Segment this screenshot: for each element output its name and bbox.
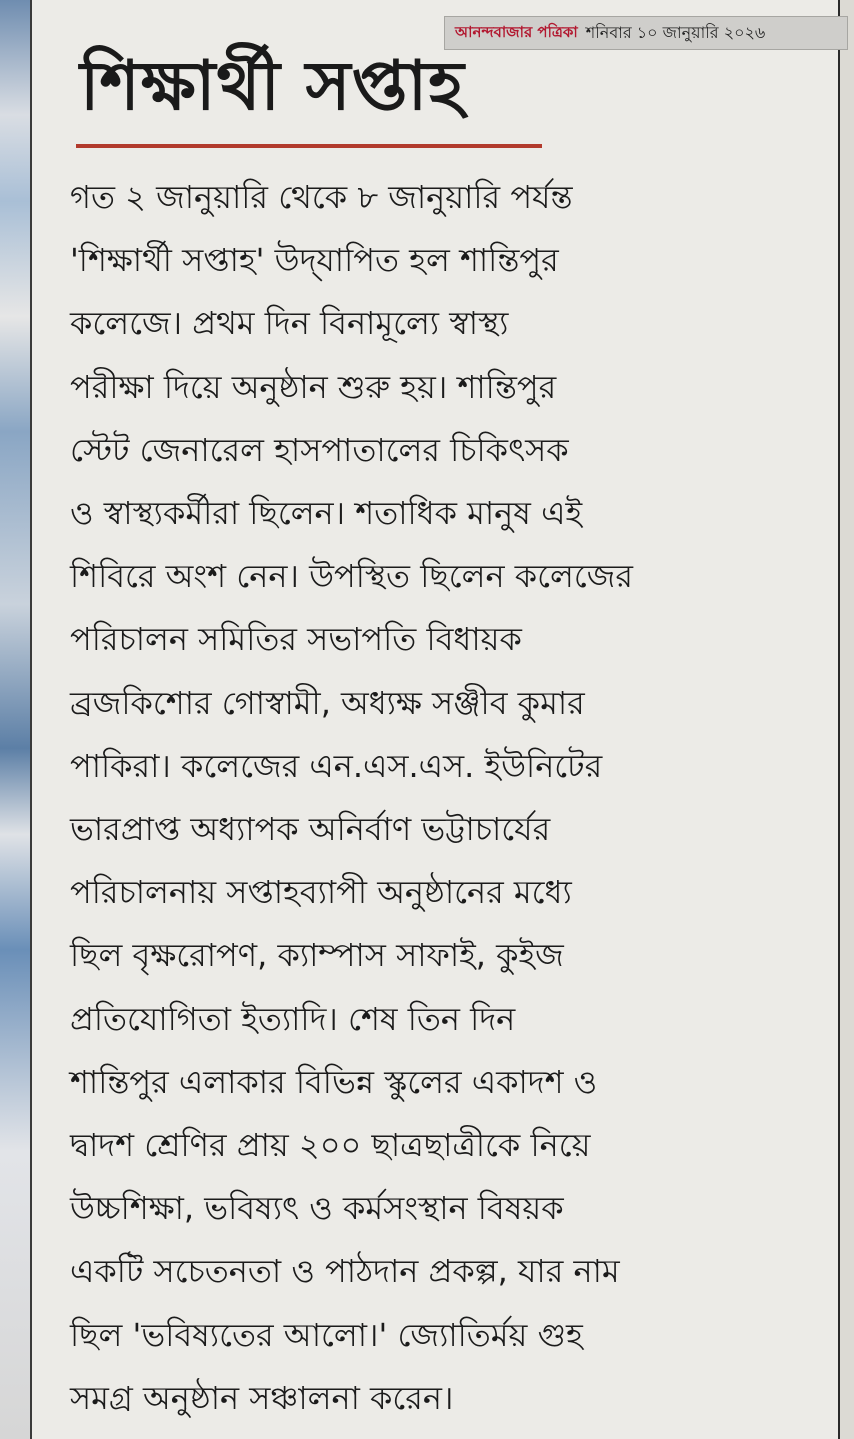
body-line: ও স্বাস্থ্যকর্মীরা ছিলেন। শতাধিক মানুষ এই [70, 494, 583, 533]
body-line: দ্বাদশ শ্রেণির প্রায় ২০০ ছাত্রছাত্রীকে নিয়ে [70, 1126, 591, 1165]
body-line: শিবিরে অংশ নেন। উপস্থিত ছিলেন কলেজের [70, 557, 633, 596]
body-line: সমগ্র অনুষ্ঠান সঞ্চালনা করেন। [70, 1378, 454, 1417]
body-line: ব্রজকিশোর গোস্বামী, অধ্যক্ষ সঞ্জীব কুমার [70, 683, 585, 722]
body-line: 'শিক্ষার্থী সপ্তাহ' উদ্‌যাপিত হল শান্তিপুর [70, 241, 559, 280]
body-line: ভারপ্রাপ্ত অধ্যাপক অনির্বাণ ভট্টাচার্যের [70, 810, 551, 849]
headline-underline [76, 144, 542, 148]
newspaper-name: আনন্দবাজার পত্রিকা [455, 22, 578, 41]
article-headline: শিক্ষার্থী সপ্তাহ [80, 46, 465, 126]
adjacent-photo-strip [0, 0, 30, 1439]
body-line: পরিচালনায় সপ্তাহব্যাপী অনুষ্ঠানের মধ্যে [70, 873, 572, 912]
body-line: উচ্চশিক্ষা, ভবিষ্যৎ ও কর্মসংস্থান বিষয়ক [70, 1189, 564, 1228]
body-line: পরীক্ষা দিয়ে অনুষ্ঠান শুরু হয়। শান্তিপুর [70, 367, 557, 406]
body-line: একটি সচেতনতা ও পাঠদান প্রকল্প, যার নাম [70, 1252, 620, 1291]
body-line: ছিল 'ভবিষ্যতের আলো।' জ্যোতির্ময় গুহ [70, 1315, 583, 1354]
body-line: পাকিরা। কলেজের এন.এস.এস. ইউনিটের [70, 746, 603, 785]
body-line: প্রতিযোগিতা ইত্যাদি। শেষ তিন দিন [70, 999, 516, 1038]
body-line: ছিল বৃক্ষরোপণ, ক্যাম্পাস সাফাই, কুইজ [70, 936, 564, 975]
masthead-dateline [444, 16, 848, 50]
body-line: স্টেট জেনারেল হাসপাতালের চিকিৎসক [70, 430, 569, 469]
body-line: কলেজে। প্রথম দিন বিনামূল্যে স্বাস্থ্য [70, 304, 509, 343]
body-line: গত ২ জানুয়ারি থেকে ৮ জানুয়ারি পর্যন্ত [70, 178, 573, 216]
article-body [70, 166, 810, 1430]
body-line: পরিচালন সমিতির সভাপতি বিধায়ক [70, 620, 522, 659]
body-line: শান্তিপুর এলাকার বিভিন্ন স্কুলের একাদশ ও [70, 1062, 598, 1101]
page-margin [840, 0, 854, 1439]
publication-date: শনিবার ১০ জানুয়ারি ২০২৬ [585, 22, 766, 42]
